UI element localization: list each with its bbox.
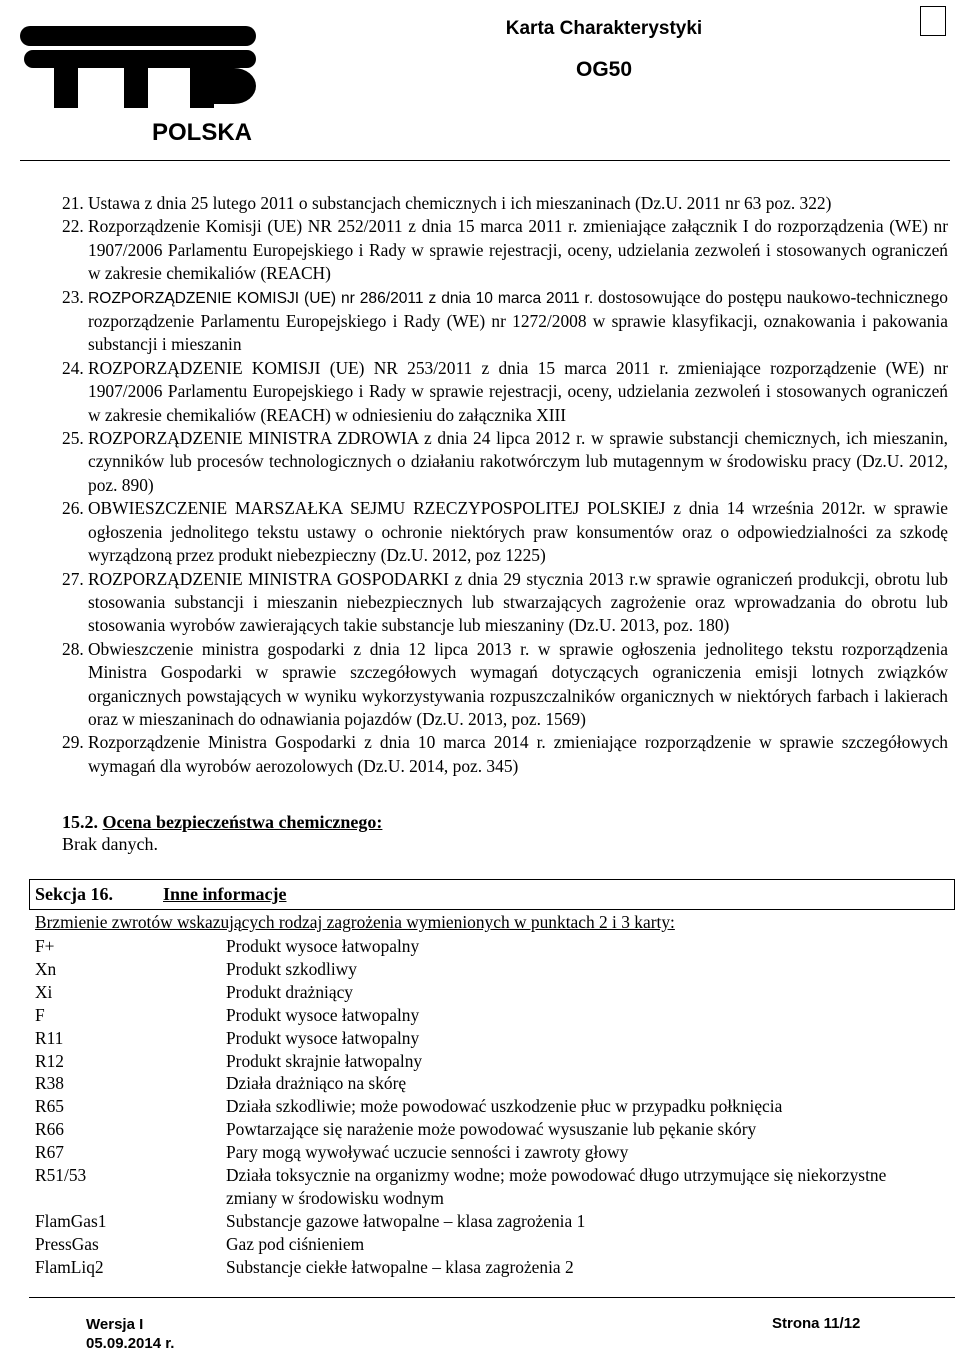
list-item: 22. Rozporządzenie Komisji (UE) NR 252/2011 z dnia 15 marca 2011 r. zmieniające załącznik I do rozporządzenia (WE) nr 1907/2006 Parlamentu Europejskiego i Rady w sprawie rejestracji, oceny, udzielania zezwoleń i stosowanych ograniczeń w zakresie chemikaliów (REACH) [62,216,948,284]
list-item: 27. ROZPORZĄDZENIE MINISTRA GOSPODARKI z dnia 29 stycznia 2013 r.w sprawie ograniczeń produkcji, obrotu lub stosowania substancji i mieszanin niebezpiecznych lub stwarzających zagrożenie oraz wprowadzania do obrotu lub stosowania wyrobów zawierających takie substancje lub mieszaniny (Dz.U. 2013, poz. 180) [62,568,948,636]
footer-divider [29,1297,955,1298]
document-header [0,0,960,160]
company-logo [20,24,260,146]
list-item: 26. OBWIESZCZENIE MARSZAŁKA SEJMU RZECZYPOSPOLITEJ POLSKIEJ z dnia 14 września 2012r. w sprawie ogłoszenia jednolitego tekstu ustawy o ochronie niektórych praw konsumentów oraz o odpowiedzialności za szkodę wyrządzoną przez produkt niebezpieczny (Dz.U. 2012, poz 1225) [62,498,948,566]
references-list [62,192,948,778]
table-row: PressGas Gaz pod ciśnieniem [35,1233,365,1254]
list-item: 29. Rozporządzenie Ministra Gospodarki z dnia 10 marca 2014 r. zmieniające rozporządzenie w sprawie szczegółowych wymagań dla wyrobów aerozolowych (Dz.U. 2014, poz. 345) [62,732,948,776]
table-row: R67 Pary mogą wywoływać uczucie senności i zawroty głowy [35,1142,629,1163]
list-item: 23. ROZPORZĄDZENIE KOMISJI (UE) nr 286/2011 z dnia 10 marca 2011 r. dostosowujące do postępu naukowo-technicznego rozporządzenie Parlamentu Europejskiego i Rady (WE) nr 1272/2008 w sprawie klasyfikacji, oznakowania i pakowania substancji i mieszanin [62,286,948,355]
list-item: 28. Obwieszczenie ministra gospodarki z dnia 12 lipca 2013 r. w sprawie ogłoszenia jednolitego tekstu rozporządzenia Ministra Gospodarki w sprawie szczegółowych wymagań dotyczących ograniczenia emisji lotnych związków organicznych powstających w wyniku wykorzystywania rozpuszczalników organicznych w niektórych farbach i lakierach oraz w mieszaninach do odnawiania pojazdów (Dz.U. 2013, poz. 1569) [62,638,948,729]
footer-version [86,1315,174,1351]
section-title: Ocena bezpieczeństwa chemicznego: [102,812,383,832]
list-item: 21. Ustawa z dnia 25 lutego 2011 o substancjach chemicznych i ich mieszaninach (Dz.U. 2011 nr 63 poz. 322) [62,193,832,213]
header-divider [20,160,950,161]
page-number: Strona 11/12 [772,1315,861,1332]
section-16-title: Inne informacje [163,884,287,904]
version-date: 05.09.2014 r. [86,1335,175,1351]
table-row: F Produkt wysoce łatwopalny [35,1004,420,1025]
table-row: Xi Produkt drażniący [35,981,354,1002]
list-item: 24. ROZPORZĄDZENIE KOMISJI (UE) NR 253/2011 z dnia 15 marca 2011 r. zmieniające rozporządzenie (WE) nr 1907/2006 Parlamentu Europejskiego i Rady w sprawie rejestracji, oceny, udzielania zezwoleń i stosowanych ograniczeń w zakresie chemikaliów (REACH) w odniesieniu do załącznika XIII [62,357,948,425]
list-item: 25. ROZPORZĄDZENIE MINISTRA ZDROWIA z dnia 24 lipca 2012 r. w sprawie substancji chemicznych, ich mieszanin, czynników lub procesów technologicznych o działaniu rakotwórczym lub mutagennym w środowisku pracy (Dz.U. 2012, poz. 890) [62,428,948,495]
abbreviations-table [35,935,935,1279]
ttp-logo-icon [20,24,260,146]
table-row: R65 Działa szkodliwie; może powodować uszkodzenie płuc w przypadku połknięcia [35,1096,783,1117]
section-16-label: Sekcja 16. [35,884,113,904]
table-row: FlamGas1 Substancje gazowe łatwopalne – klasa zagrożenia 1 [35,1210,586,1231]
table-row: R12 Produkt skrajnie łatwopalny [35,1050,423,1071]
table-row: F+ Produkt wysoce łatwopalny [35,936,420,956]
product-code: OG50 [575,58,633,81]
section-15-2-heading [62,812,382,833]
table-row: Xn Produkt szkodliwy [35,958,357,979]
section-16-intro: Brzmienie zwrotów wskazujących rodzaj zagrożenia wymienionych w punktach 2 i 3 karty: [35,912,675,932]
section-15-2-body: Brak danych. [62,834,158,854]
table-row: R11 Produkt wysoce łatwopalny [35,1027,420,1048]
reference-lead: ROZPORZĄDZENIE KOMISJI (UE) nr 286/2011 z dnia 10 marca 2011 r. [88,289,594,307]
table-row: R51/53 Działa toksycznie na organizmy wodne; może powodować długo utrzymujące się niekorzystne zmiany w środowisku wodnym [35,1165,887,1208]
svg-text:POLSKA: POLSKA [151,119,252,146]
version-label: Wersja I [86,1316,144,1333]
table-row: FlamLiq2 Substancje ciekłe łatwopalne – klasa zagrożenia 2 [35,1256,574,1277]
document-title: Karta Charakterystyki [505,18,703,39]
table-row: R38 Działa drażniąco na skórę [35,1073,407,1094]
table-row: R66 Powtarzające się narażenie może powodować wysuszanie lub pękanie skóry [35,1119,757,1140]
section-number: 15.2. [62,812,98,832]
header-checkbox [920,6,946,36]
